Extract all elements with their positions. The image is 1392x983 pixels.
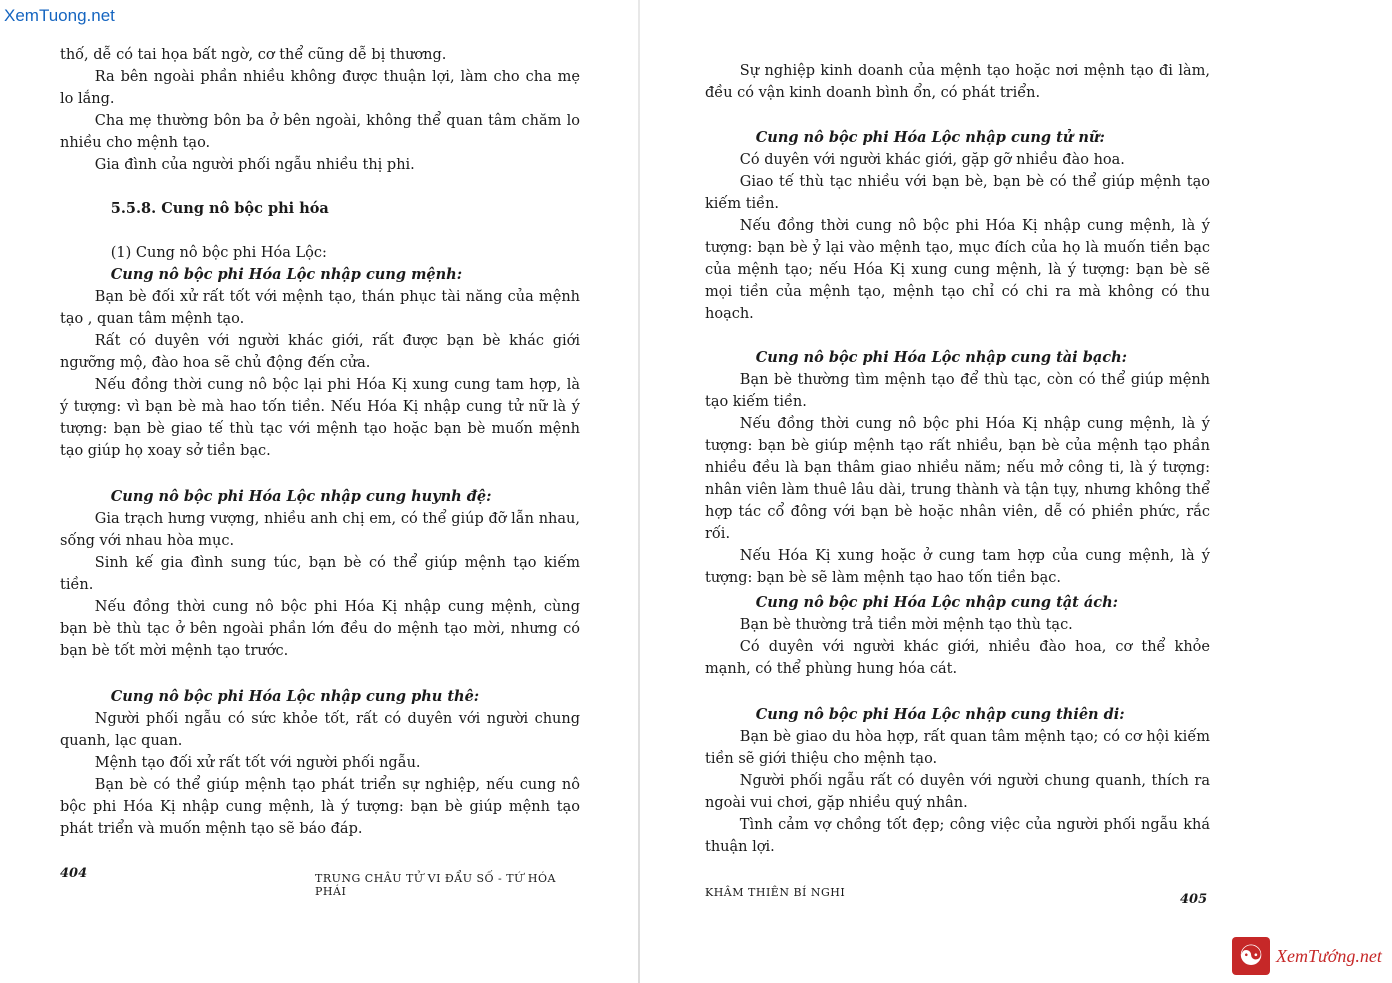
running-title: TRUNG CHÂU TỬ VI ĐẨU SỐ - TỨ HÓA PHÁI (315, 872, 556, 898)
paragraph: Người phối ngẫu có sức khỏe tốt, rất có duyên với người chung quanh, lạc quan. (60, 711, 580, 749)
paragraph: Sinh kế gia đình sung túc, bạn bè có thể giúp mệnh tạo kiếm tiền. (60, 555, 580, 593)
paragraph: Có duyên với người khác giới, nhiều đào hoa, cơ thể khỏe mạnh, có thể phùng hung hóa cát. (705, 639, 1210, 677)
paragraph: Giao tế thù tạc nhiều với bạn bè, bạn bè có thể giúp mệnh tạo kiếm tiền. (705, 174, 1210, 212)
section-title: 5.5.8. Cung nô bộc phi hóa (110, 200, 329, 217)
right-group1 (705, 127, 1210, 325)
group-heading: Cung nô bộc phi Hóa Lộc nhập cung huynh đệ: (110, 488, 492, 505)
paragraph: Gia đình của người phối ngẫu nhiều thị phi. (94, 157, 415, 173)
paragraph: Tình cảm vợ chồng tốt đẹp; công việc của người phối ngẫu khá thuận lợi. (705, 817, 1210, 855)
paragraph: Cha mẹ thường bôn ba ở bên ngoài, không thể quan tâm chăm lo nhiều cho mệnh tạo. (60, 113, 580, 151)
paragraph: Bạn bè thường tìm mệnh tạo để thù tạc, còn có thể giúp mệnh tạo kiếm tiền. (705, 372, 1210, 410)
running-title: KHÂM THIÊN BÍ NGHI (705, 886, 846, 899)
paragraph: Mệnh tạo đối xử rất tốt với người phối ngẫu. (94, 755, 421, 771)
paragraph: Ra bên ngoài phần nhiều không được thuận lợi, làm cho cha mẹ lo lắng. (60, 69, 580, 107)
left-group3 (60, 686, 580, 840)
paragraph: thố, dễ có tai họa bất ngờ, cơ thể cũng dễ bị thương. (60, 47, 447, 63)
subsection-title: (1) Cung nô bộc phi Hóa Lộc: (110, 245, 327, 261)
site-watermark: XemTuong.net (4, 6, 115, 25)
right-group4 (705, 704, 1210, 858)
group-heading: Cung nô bộc phi Hóa Lộc nhập cung thiên di: (755, 706, 1125, 723)
paragraph: Nếu đồng thời cung nô bộc lại phi Hóa Kị xung cung tam hợp, là ý tượng: vì bạn bè mà hao tốn tiền. Nếu Hóa Kị nhập cung tử nữ là ý tượng: bạn bè giao tế thù tạc với mệnh tạo hoặc bạn bè muốn mệnh tạo giúp họ xoay sở tiền bạc. (60, 377, 580, 459)
group-heading: Cung nô bộc phi Hóa Lộc nhập cung tật ách: (755, 594, 1119, 611)
paragraph: Bạn bè thường trả tiền mời mệnh tạo thù tạc. (739, 617, 1073, 633)
paragraph: Nếu đồng thời cung nô bộc phi Hóa Kị nhập cung mệnh, là ý tượng: bạn bè ỷ lại vào mệnh tạo, mục đích của họ là muốn tiền bạc của mệnh tạo; nếu Hóa Kị xung cung mệnh, là ý tượng: bạn bè sẽ mọi tiền của mệnh tạo, mệnh tạo chỉ có chi ra mà không có thu hoạch. (705, 218, 1210, 322)
paragraph: Bạn bè đối xử rất tốt với mệnh tạo, thán phục tài năng của mệnh tạo , quan tâm mệnh tạo. (60, 289, 580, 327)
logo-text: XemTướng.net (1276, 945, 1382, 966)
group-heading: Cung nô bộc phi Hóa Lộc nhập cung mệnh: (110, 266, 463, 283)
paragraph: Nếu đồng thời cung nô bộc phi Hóa Kị nhập cung mệnh, cùng bạn bè thù tạc ở bên ngoài phần lớn đều do mệnh tạo mời, nhưng có bạn bè tốt mời mệnh tạo trước. (60, 599, 580, 659)
group-heading: Cung nô bộc phi Hóa Lộc nhập cung tài bạch: (755, 349, 1127, 366)
page-number: 404 (60, 866, 88, 881)
left-top-paragraphs (60, 44, 580, 176)
site-logo[interactable] (1232, 937, 1382, 975)
group-heading: Cung nô bộc phi Hóa Lộc nhập cung phu thê: (110, 688, 480, 705)
book-gutter (638, 0, 640, 983)
right-intro (705, 60, 1210, 104)
left-group2 (60, 486, 580, 662)
right-group2 (705, 347, 1210, 589)
left-group1 (60, 242, 580, 462)
paragraph: Nếu Hóa Kị xung hoặc ở cung tam hợp của cung mệnh, là ý tượng: bạn bè sẽ làm mệnh tạo hao tốn tiền bạc. (705, 548, 1210, 586)
paragraph: Người phối ngẫu rất có duyên với người chung quanh, thích ra ngoài vui chơi, gặp nhiều quý nhân. (705, 773, 1210, 811)
paragraph: Rất có duyên với người khác giới, rất được bạn bè khác giới ngưỡng mộ, đào hoa sẽ chủ động đến cửa. (60, 333, 580, 371)
paragraph: Có duyên với người khác giới, gặp gỡ nhiều đào hoa. (739, 152, 1125, 168)
paragraph: Bạn bè có thể giúp mệnh tạo phát triển sự nghiệp, nếu cung nô bộc phi Hóa Kị nhập cung mệnh, là ý tượng: bạn bè giúp mệnh tạo phát triển và muốn mệnh tạo sẽ báo đáp. (60, 777, 580, 837)
paragraph: Sự nghiệp kinh doanh của mệnh tạo hoặc nơi mệnh tạo đi làm, đều có vận kinh doanh bình ổn, có phát triển. (705, 63, 1210, 101)
paragraph: Gia trạch hưng vượng, nhiều anh chị em, có thể giúp đỡ lẫn nhau, sống với nhau hòa mục. (60, 511, 580, 549)
page-number: 405 (1180, 892, 1208, 907)
yin-yang-icon: ☯ (1232, 937, 1270, 975)
right-group3 (705, 592, 1210, 680)
group-heading: Cung nô bộc phi Hóa Lộc nhập cung tử nữ: (755, 129, 1105, 146)
paragraph: Bạn bè giao du hòa hợp, rất quan tâm mệnh tạo; có cơ hội kiếm tiền sẽ giới thiệu cho mệnh tạo. (705, 729, 1210, 767)
paragraph: Nếu đồng thời cung nô bộc phi Hóa Kị nhập cung mệnh, là ý tượng: bạn bè giúp mệnh tạo rất nhiều, bạn bè của mệnh tạo phần nhiều đều là bạn thâm giao nhiều năm; nếu mở công ti, là ý tượng: nhân viên làm thuê lâu dài, trung thành và tận tụy, nhưng không thể hợp tác cổ đông với bạn bè hoặc nhân viên, dễ có phiền phức, rắc rối. (705, 416, 1210, 542)
